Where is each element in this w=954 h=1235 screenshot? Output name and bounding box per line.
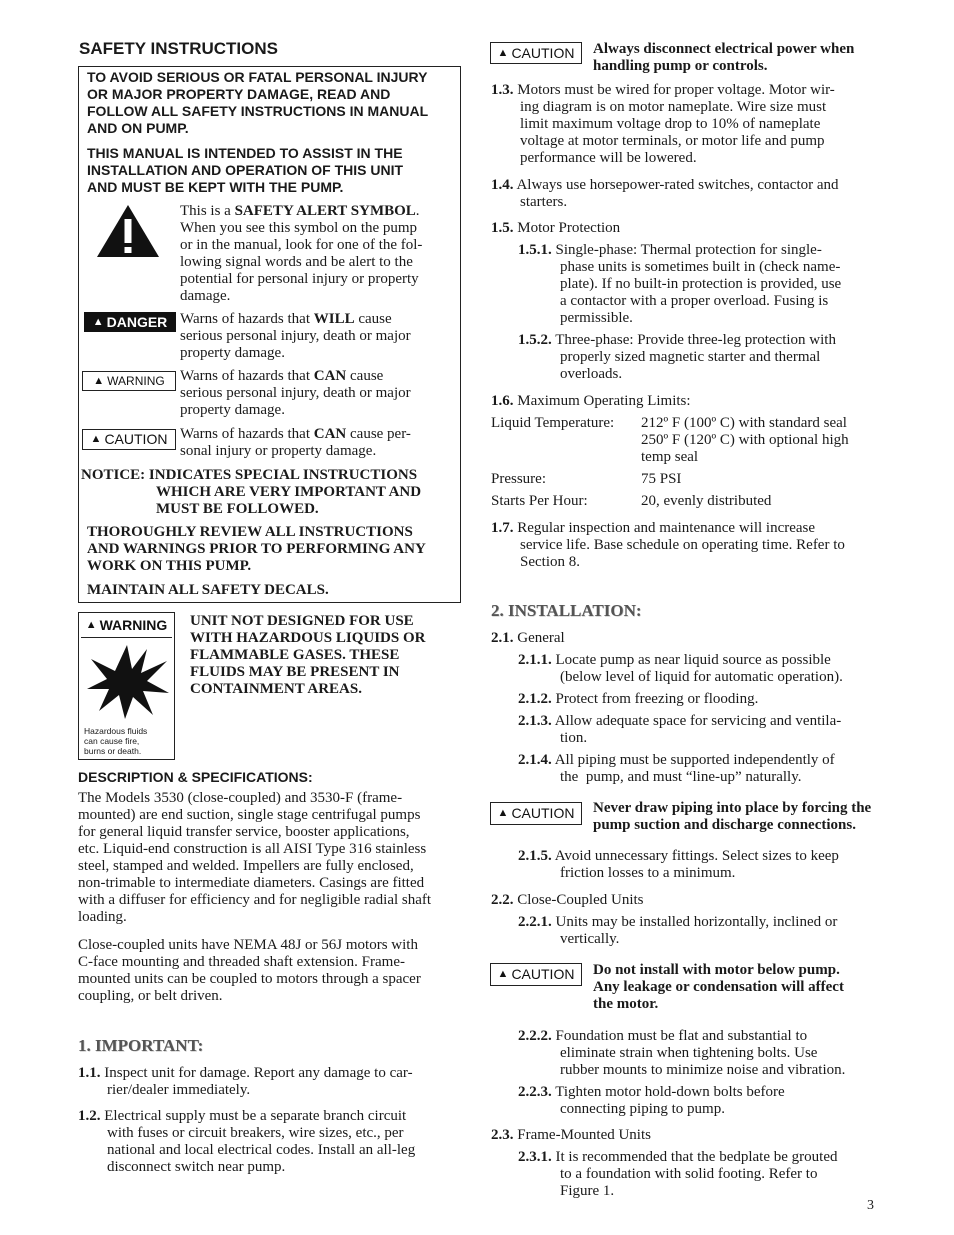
limit-value-pressure: 75 PSI bbox=[641, 471, 682, 487]
hazard-caption: Hazardous fluids can cause fire, burns or death. bbox=[84, 726, 148, 756]
description-title: DESCRIPTION & SPECIFICATIONS: bbox=[78, 769, 313, 785]
warning-triangle-icon: ▲ bbox=[497, 807, 509, 819]
item-1-5-1: 1.5.1. Single-phase: Thermal protection for single- phase units is sometimes built in (check name- plate). If no built-in protection is provided, use a contactor with a proper overload. Fusing is permissible. bbox=[518, 242, 842, 326]
item-2-2-3: 2.2.3. Tighten motor hold-down bolts before connecting piping to pump. bbox=[518, 1084, 785, 1117]
warning-triangle-icon: ▲ bbox=[93, 374, 105, 387]
item-1-5: 1.5. Motor Protection bbox=[491, 220, 621, 236]
notice-text: NOTICE: INDICATES SPECIAL INSTRUCTIONS WHICH ARE VERY IMPORTANT AND MUST BE FOLLOWED. bbox=[81, 467, 422, 517]
caution-badge: ▲ CAUTION bbox=[82, 429, 176, 450]
item-2-1-3: 2.1.3. Allow adequate space for servicing and ventila- tion. bbox=[518, 713, 842, 746]
danger-badge: ▲ DANGER bbox=[84, 312, 176, 332]
item-1-1: 1.1. Inspect unit for damage. Report any damage to car- rier/dealer immediately. bbox=[78, 1065, 413, 1098]
safety-symbol-text: This is a SAFETY ALERT SYMBOL. When you see this symbol on the pump or in the manual, look for one of the fol- lowing signal words and be alert to the potential for personal injury or property damage. bbox=[180, 203, 423, 304]
caution-motor-text: Do not install with motor below pump. Any leakage or condensation will affect the motor. bbox=[593, 962, 844, 1012]
safety-alert-symbol-icon bbox=[95, 203, 161, 259]
warning-text: Warns of hazards that CAN cause serious personal injury, death or major property damage. bbox=[180, 368, 411, 418]
warning-triangle-icon: ▲ bbox=[497, 968, 509, 980]
safety-decals-text: MAINTAIN ALL SAFETY DECALS. bbox=[87, 582, 329, 598]
hazard-warning-box bbox=[78, 612, 175, 760]
safety-intro-1: TO AVOID SERIOUS OR FATAL PERSONAL INJURY OR MAJOR PROPERTY DAMAGE, READ AND FOLLOW ALL SAFETY INSTRUCTIONS IN MANUAL AND ON PUMP. bbox=[87, 69, 429, 136]
item-2-2-1: 2.2.1. Units may be installed horizontally, inclined or vertically. bbox=[518, 914, 838, 947]
limit-label-temperature: Liquid Temperature: bbox=[491, 415, 615, 431]
caution-badge-power: ▲ CAUTION bbox=[490, 42, 582, 64]
safety-instructions-title: SAFETY INSTRUCTIONS bbox=[79, 39, 278, 58]
important-title: 1. IMPORTANT: bbox=[78, 1036, 204, 1055]
danger-text: Warns of hazards that WILL cause serious personal injury, death or major property damage. bbox=[180, 311, 411, 361]
safety-intro-2: THIS MANUAL IS INTENDED TO ASSIST IN THE INSTALLATION AND OPERATION OF THIS UNIT AND MUST BE KEPT WITH THE PUMP. bbox=[87, 145, 404, 195]
item-1-5-2: 1.5.2. Three-phase: Provide three-leg protection with properly sized magnetic starter and thermal overloads. bbox=[518, 332, 836, 382]
item-2-1-2: 2.1.2. Protect from freezing or flooding. bbox=[518, 691, 759, 707]
item-2-1-5: 2.1.5. Avoid unnecessary fittings. Select sizes to keep friction losses to a minimum. bbox=[518, 848, 839, 881]
hazard-warning-text: UNIT NOT DESIGNED FOR USE WITH HAZARDOUS LIQUIDS OR FLAMMABLE GASES. THESE FLUIDS MAY BE PRESENT IN CONTAINMENT AREAS. bbox=[190, 613, 426, 697]
description-para-1: The Models 3530 (close-coupled) and 3530-F (frame- mounted) are end suction, single stage centrifugal pumps for general liquid transfer service, booster applications, etc. Liquid-end construction is all AISI Type 316 stainless steel, stamped and welded. Impellers are fully enclosed, non-trimable to intermediate diameters. Casings are fitted with a diffuser for efficiency and for negligible radial shaft loading. bbox=[78, 790, 432, 925]
warning-triangle-icon: ▲ bbox=[92, 315, 104, 328]
item-1-6: 1.6. Maximum Operating Limits: bbox=[491, 393, 691, 409]
explosion-icon bbox=[83, 641, 171, 721]
item-2-1-4: 2.1.4. All piping must be supported independently of the pump, and must “line-up” naturally. bbox=[518, 752, 835, 785]
caution-badge-piping: ▲ CAUTION bbox=[490, 802, 582, 825]
limit-value-starts: 20, evenly distributed bbox=[641, 493, 772, 509]
caution-piping-text: Never draw piping into place by forcing the pump suction and discharge connections. bbox=[593, 800, 872, 833]
warning-triangle-icon: ▲ bbox=[497, 46, 509, 59]
item-1-7: 1.7. Regular inspection and maintenance will increase service life. Base schedule on operating time. Refer to Section 8. bbox=[491, 520, 845, 570]
caution-text: Warns of hazards that CAN cause per- sonal injury or property damage. bbox=[180, 426, 411, 459]
item-2-1-1: 2.1.1. Locate pump as near liquid source as possible (below level of liquid for automatic operation). bbox=[518, 652, 843, 685]
limit-value-temperature: 212º F (100º C) with standard seal 250º F (120º C) with optional high temp seal bbox=[641, 415, 849, 465]
warning-badge: ▲ WARNING bbox=[82, 371, 176, 391]
item-1-2: 1.2. Electrical supply must be a separate branch circuit with fuses or circuit breakers, wire sizes, etc., per national and local electrical codes. Install an all-leg disconnect switch near pump. bbox=[78, 1108, 416, 1175]
page-number: 3 bbox=[867, 1198, 874, 1213]
item-2-1: 2.1. General bbox=[491, 630, 565, 646]
item-2-2-2: 2.2.2. Foundation must be flat and substantial to eliminate strain when tightening bolts. Use rubber mounts to minimize noise and vibration. bbox=[518, 1028, 846, 1078]
item-2-3-1: 2.3.1. It is recommended that the bedplate be grouted to a foundation with solid footing. Refer to Figure 1. bbox=[518, 1149, 838, 1199]
caution-badge-motor: ▲ CAUTION bbox=[490, 963, 582, 986]
hazard-warning-badge: ▲ WARNING bbox=[85, 617, 168, 633]
description-para-2: Close-coupled units have NEMA 48J or 56J motors with C-face mounting and threaded shaft extension. Frame- mounted units can be coupled to motors through a spacer coupling, or belt driven. bbox=[78, 937, 421, 1004]
item-1-4: 1.4. Always use horsepower-rated switches, contactor and starters. bbox=[491, 177, 839, 210]
review-text: THOROUGHLY REVIEW ALL INSTRUCTIONS AND WARNINGS PRIOR TO PERFORMING ANY WORK ON THIS PUMP. bbox=[87, 524, 426, 574]
warning-triangle-icon: ▲ bbox=[85, 619, 97, 631]
item-2-2: 2.2. Close-Coupled Units bbox=[491, 892, 644, 908]
limit-label-starts: Starts Per Hour: bbox=[491, 493, 588, 509]
installation-title: 2. INSTALLATION: bbox=[491, 601, 642, 620]
limit-label-pressure: Pressure: bbox=[491, 471, 546, 487]
item-1-3: 1.3. Motors must be wired for proper voltage. Motor wir- ing diagram is on motor nameplate. Wire size must limit maximum voltage drop to 10% of nameplate voltage at motor terminals, or motor life and pump performance will be lowered. bbox=[491, 82, 835, 166]
caution-power-text: Always disconnect electrical power when handling pump or controls. bbox=[593, 41, 855, 74]
item-2-3: 2.3. Frame-Mounted Units bbox=[491, 1127, 651, 1143]
warning-triangle-icon: ▲ bbox=[90, 433, 102, 445]
